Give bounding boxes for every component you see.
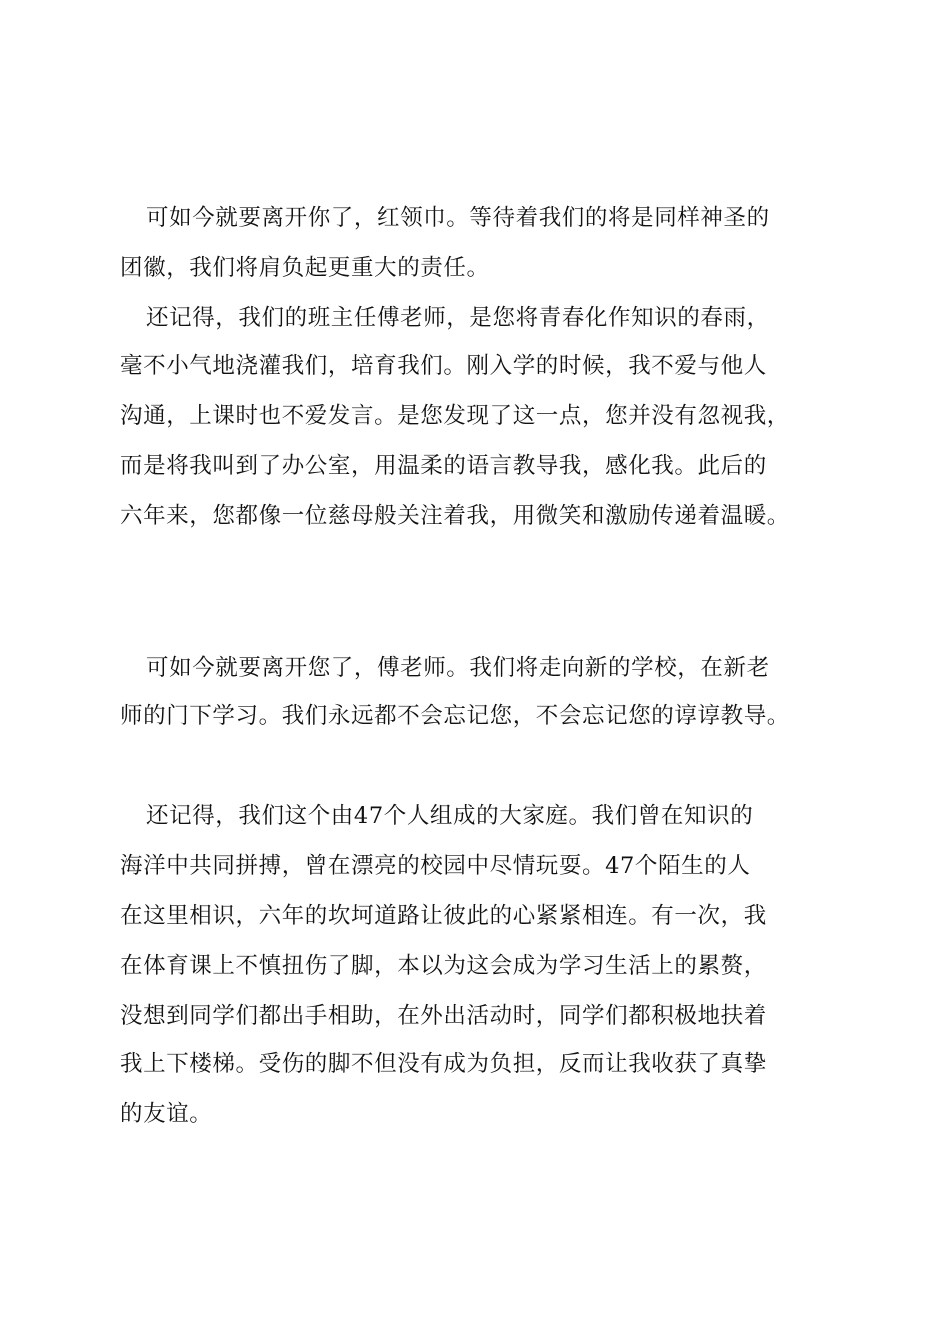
paragraph-4-line-5: 没想到同学们都出手相助，在外出活动时，同学们都积极地扶着 [120,1003,767,1029]
paragraph-1-line-1: 可如今就要离开你了，红领巾。等待着我们的将是同样神圣的 [146,205,770,231]
paragraph-2-line-2: 毫不小气地浇灌我们，培育我们。刚入学的时候，我不爱与他人 [120,353,767,379]
paragraph-2-line-5: 六年来，您都像一位慈母般关注着我，用微笑和激励传递着温暖。 [120,503,790,529]
paragraph-1-line-2: 团徽，我们将肩负起更重大的责任。 [120,255,490,281]
paragraph-4-line-2: 海洋中共同拼搏，曾在漂亮的校园中尽情玩耍。47个陌生的人 [120,853,751,879]
paragraph-4-line-4: 在体育课上不慎扭伤了脚，本以为这会成为学习生活上的累赘， [120,953,767,979]
paragraph-3-line-2: 师的门下学习。我们永远都不会忘记您，不会忘记您的谆谆教导。 [120,703,790,729]
paragraph-2-line-1: 还记得，我们的班主任傅老师，是您将青春化作知识的春雨， [146,305,770,331]
paragraph-4-line-1: 还记得，我们这个由47个人组成的大家庭。我们曾在知识的 [146,803,754,829]
paragraph-4-line-6: 我上下楼梯。受伤的脚不但没有成为负担，反而让我收获了真挚 [120,1051,767,1077]
paragraph-4-line-7: 的友谊。 [120,1101,213,1127]
paragraph-4-line-3: 在这里相识，六年的坎坷道路让彼此的心紧紧相连。有一次，我 [120,903,767,929]
paragraph-2-line-3: 沟通，上课时也不爱发言。是您发现了这一点，您并没有忽视我， [120,403,790,429]
paragraph-2-line-4: 而是将我叫到了办公室，用温柔的语言教导我，感化我。此后的 [120,453,767,479]
paragraph-3-line-1: 可如今就要离开您了，傅老师。我们将走向新的学校，在新老 [146,655,770,681]
